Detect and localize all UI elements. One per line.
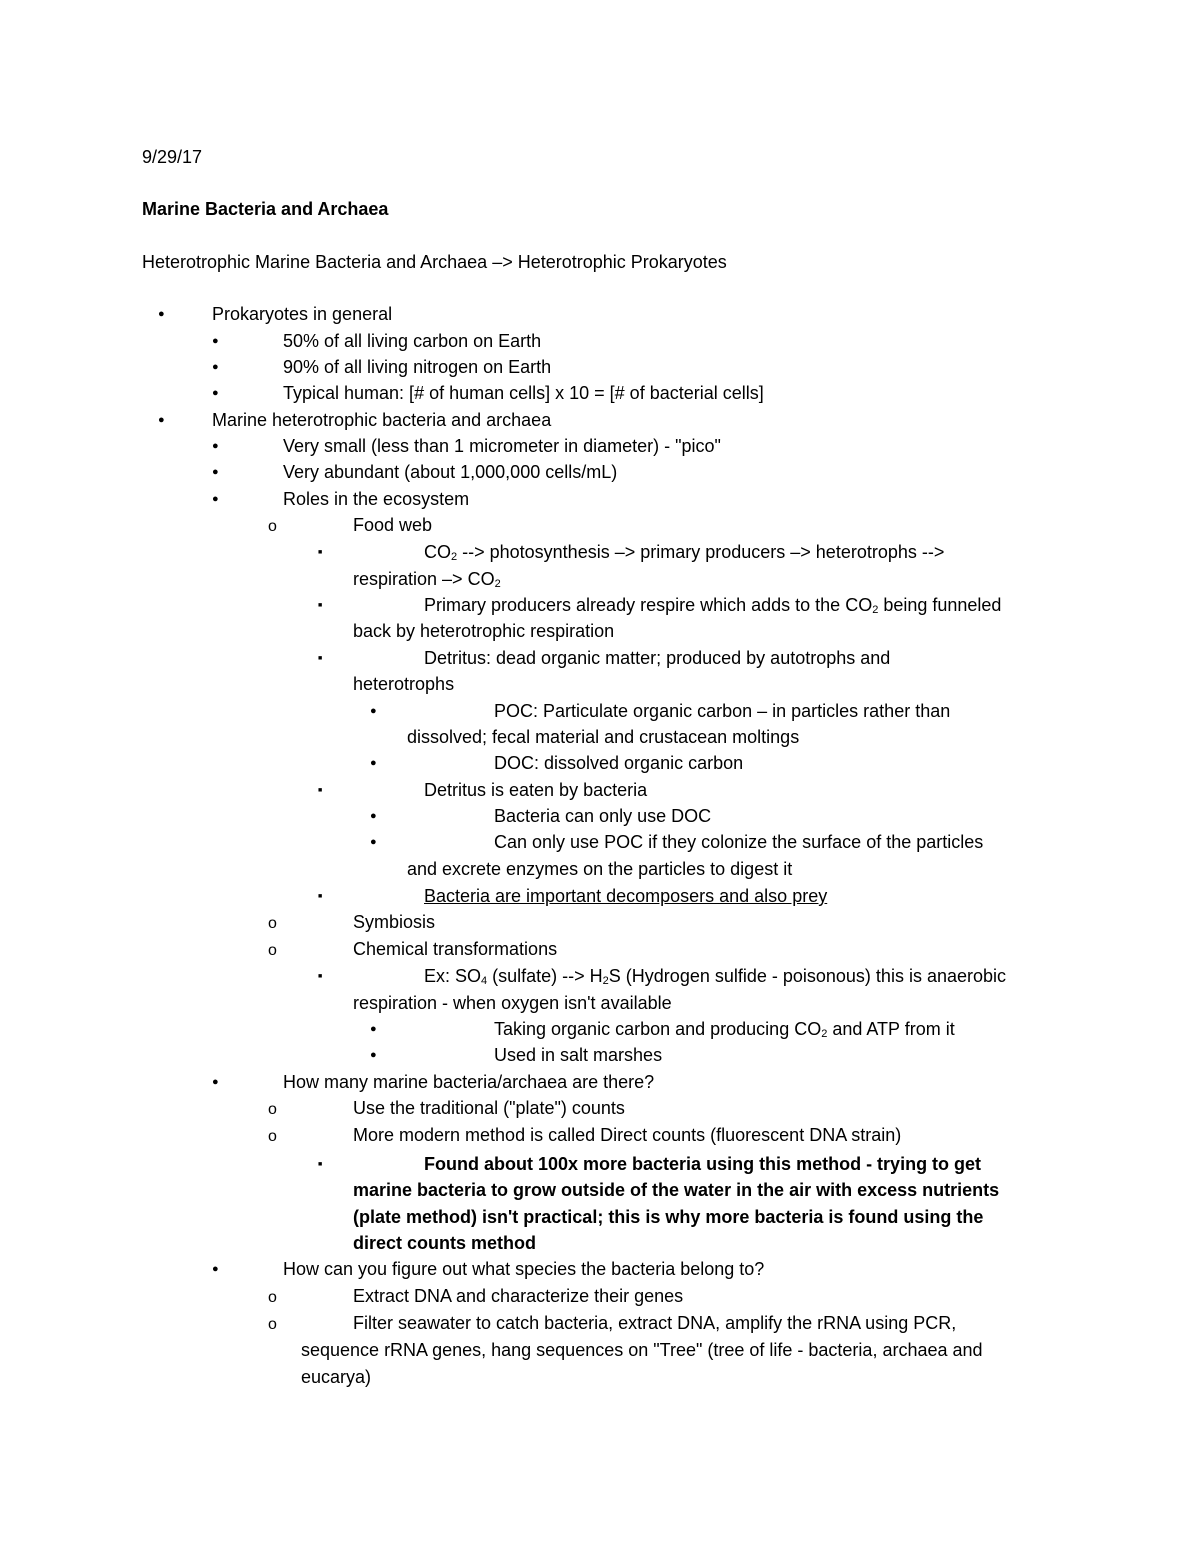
circle-bullet-icon (268, 514, 277, 538)
list-item: Marine heterotrophic bacteria and archaea (212, 410, 552, 430)
circle-bullet-icon (268, 1097, 277, 1121)
list-item: Primary producers already respire which adds to the $CO_2$ being funneled (424, 595, 1002, 616)
list-item: Very small (less than 1 micrometer in diameter) - "pico" (283, 436, 721, 456)
list-item-continued: respiration - when oxygen isn't available (353, 993, 672, 1013)
page-title: Marine Bacteria and Archaea (142, 199, 389, 219)
circle-bullet-icon (268, 1312, 277, 1336)
list-item: Extract DNA and characterize their genes (353, 1286, 684, 1306)
bullet-icon (370, 831, 377, 856)
list-item: $CO_2$ --> photosynthesis –> primary producers –> heterotrophs --> (424, 542, 945, 563)
circle-bullet-icon (268, 1285, 277, 1309)
list-item: Very abundant (about 1,000,000 cells/mL) (283, 462, 618, 482)
list-item: Food web (353, 515, 433, 535)
list-item-continued: heterotrophs (353, 674, 455, 694)
list-item: Can only use POC if they colonize the surface of the particles (494, 832, 984, 852)
bullet-icon (370, 700, 377, 725)
list-item-continued: (plate method) isn't practical; this is why more bacteria is found using the (353, 1207, 984, 1227)
list-item: Ex: $SO_4$ (sulfate) --> $H_2S$ (Hydrogen sulfide - poisonous) this is anaerobic (424, 966, 1007, 987)
bullet-icon (212, 382, 219, 407)
date: 9/29/17 (142, 147, 203, 167)
circle-bullet-icon (268, 938, 277, 962)
list-item: Use the traditional ("plate") counts (353, 1098, 625, 1118)
list-item: DOC: dissolved organic carbon (494, 753, 744, 773)
list-item: Prokaryotes in general (212, 304, 393, 324)
list-item: Chemical transformations (353, 939, 558, 959)
list-item-continued: eucarya) (301, 1367, 372, 1387)
list-item-continued: direct counts method (353, 1233, 537, 1253)
list-item-continued: and excrete enzymes on the particles to digest it (407, 859, 793, 879)
list-item: More modern method is called Direct counts (fluorescent DNA strain) (353, 1125, 902, 1145)
list-item: Taking organic carbon and producing $CO_2$ and ATP from it (494, 1019, 955, 1040)
bullet-icon (212, 488, 219, 513)
list-item: Used in salt marshes (494, 1045, 663, 1065)
list-item: Detritus is eaten by bacteria (424, 780, 648, 800)
square-bullet-icon (318, 885, 322, 912)
bullet-icon (158, 409, 165, 434)
list-item: Filter seawater to catch bacteria, extract DNA, amplify the rRNA using PCR, (353, 1313, 957, 1333)
list-item-continued: back by heterotrophic respiration (353, 621, 615, 641)
list-item: Roles in the ecosystem (283, 489, 470, 509)
bullet-icon (212, 356, 219, 381)
list-item: Typical human: [# of human cells] x 10 = [# of bacterial cells] (283, 383, 764, 403)
list-item-continued: marine bacteria to grow outside of the water in the air with excess nutrients (353, 1180, 1000, 1200)
list-item: Detritus: dead organic matter; produced by autotrophs and (424, 648, 891, 668)
bullet-icon (370, 1018, 377, 1043)
list-item-continued: respiration –> $CO_2$ (353, 569, 501, 590)
square-bullet-icon (318, 541, 322, 568)
list-item: 50% of all living carbon on Earth (283, 331, 542, 351)
square-bullet-icon (318, 779, 322, 806)
bullet-icon (212, 435, 219, 460)
list-item: How can you figure out what species the bacteria belong to? (283, 1259, 765, 1279)
circle-bullet-icon (268, 1124, 277, 1148)
list-item: Bacteria are important decomposers and also prey (424, 886, 828, 906)
list-item: POC: Particulate organic carbon – in particles rather than (494, 701, 951, 721)
list-item: How many marine bacteria/archaea are there? (283, 1072, 655, 1092)
bullet-icon (212, 1071, 219, 1096)
bullet-icon (370, 752, 377, 777)
bullet-icon (158, 303, 165, 328)
bullet-icon (212, 330, 219, 355)
bullet-icon (212, 461, 219, 486)
list-item: 90% of all living nitrogen on Earth (283, 357, 552, 377)
list-item-continued: dissolved; fecal material and crustacean moltings (407, 727, 800, 747)
square-bullet-icon (318, 965, 322, 992)
square-bullet-icon (318, 647, 322, 674)
subtitle: Heterotrophic Marine Bacteria and Archaea –> Heterotrophic Prokaryotes (142, 252, 727, 272)
bullet-icon (370, 1044, 377, 1069)
bullet-icon (212, 1258, 219, 1283)
list-item: Found about 100x more bacteria using this method - trying to get (424, 1154, 982, 1174)
list-item: Symbiosis (353, 912, 436, 932)
list-item: Bacteria can only use DOC (494, 806, 712, 826)
list-item-continued: sequence rRNA genes, hang sequences on "Tree" (tree of life - bacteria, archaea and (301, 1340, 983, 1360)
square-bullet-icon (318, 1153, 322, 1180)
circle-bullet-icon (268, 911, 277, 935)
square-bullet-icon (318, 594, 322, 621)
bullet-icon (370, 805, 377, 830)
